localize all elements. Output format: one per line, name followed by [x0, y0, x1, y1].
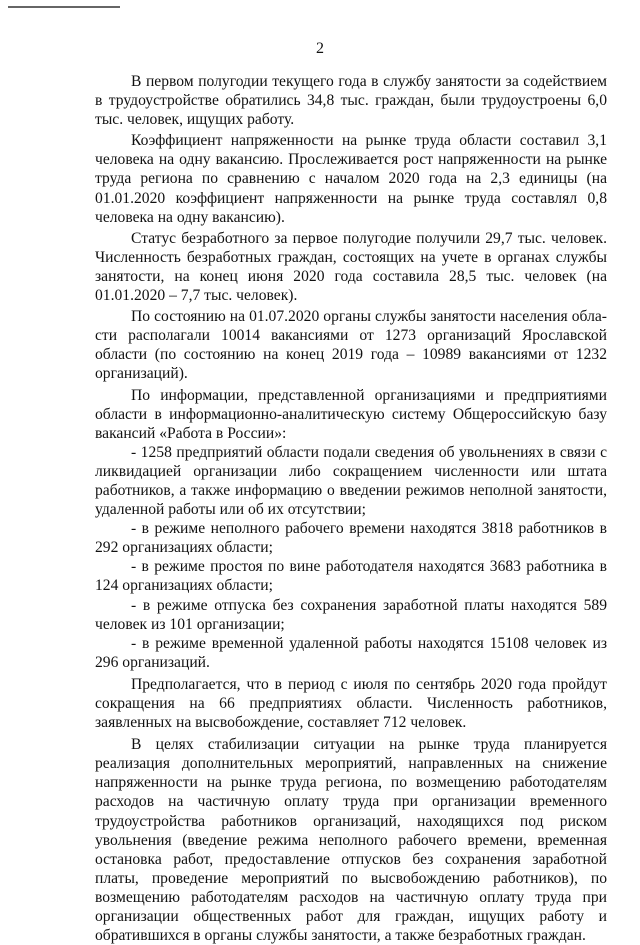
paragraph-unemployed-status: Статус безработного за первое полугодие получили 29,7 тыс. человек. Численность безработных граждан, состоящих на учете в органах службы занятости, на конец июня 2020 года составила 28,5 тыс. человек (на 01.01.2020 – 7,7 тыс. человек). [95, 229, 607, 305]
paragraph-vacancies: По состоянию на 01.07.2020 органы службы занятости населения области располагали 10014 вакансиями от 1273 организаций Ярославской области (по состоянию на конец 2019 года – 10989 вакансиями от 1232 организаций). [95, 308, 607, 383]
document-body [95, 72, 607, 945]
scan-artifact-line [8, 6, 120, 8]
paragraph-job-seekers: В первом полугодии текущего года в службу занятости за содействием в трудоустройстве обратились 34,8 тыс. граждан, были трудоустроены 6,0 тыс. человек, ищущих работу. [95, 73, 607, 129]
paragraph-stabilization-measures: В целях стабилизации ситуации на рынке труда планируется реализация дополнительных мероприятий, направленных на снижение напряженности на рынке труда региона, по возмещению работодателям расходов на частичную оплату труда при организации временного трудоустройства работников организаций, находящихся под риском увольнения (введение режима неполного рабочего времени, временная остановка работ, предоставление отпусков без сохранения заработной платы, проведение мероприятий по высвобождению работников), по возмещению работодателям расходов на частичную оплату труда при организации общественных работ для граждан, ищущих работу и обратившихся в органы службы занятости, а также безработных граждан. [95, 736, 607, 945]
list-item-remote-work: - в режиме временной удаленной работы находятся 15108 человек из 296 организаций. [95, 634, 607, 671]
paragraph-tension-coefficient: Коэффициент напряженности на рынке труда области составил 3,1 человека на одну вакансию. Прослеживается рост напряженности на рынке труда региона по сравнению с началом 2020 года на 2,3 единицы (на 01.01.2020 коэффициент напряженности на рынке труда составлял 0,8 человека на одну вакансию). [95, 132, 607, 226]
list-item-part-time: - в режиме неполного рабочего времени находятся 3818 работников в 292 организациях области; [95, 520, 607, 557]
list-item-unpaid-leave: - в режиме отпуска без сохранения заработной платы находятся 589 человек из 101 организации; [95, 596, 607, 633]
page-number: 2 [316, 40, 324, 57]
paragraph-information-source: По информации, представленной организациями и предприятиями области в информационно-аналитическую систему Общероссийскую базу вакансий «Работа в России»: [95, 386, 607, 442]
list-item-layoffs-reported: - 1258 предприятий области подали сведения об увольнениях в связи с ликвидацией организации либо сокращением численности или штата работников, а также информацию о введении режимов неполной занятости, удаленной работы или об их отсутствии; [95, 443, 607, 519]
list-item-idle-time: - в режиме простоя по вине работодателя находятся 3683 работника в 124 организациях области; [95, 558, 607, 595]
paragraph-planned-reductions: Предполагается, что в период с июля по сентябрь 2020 года пройдут сокращения на 66 предприятиях области. Численность работников, заявленных на высвобождение, составляет 712 человек. [95, 675, 607, 732]
